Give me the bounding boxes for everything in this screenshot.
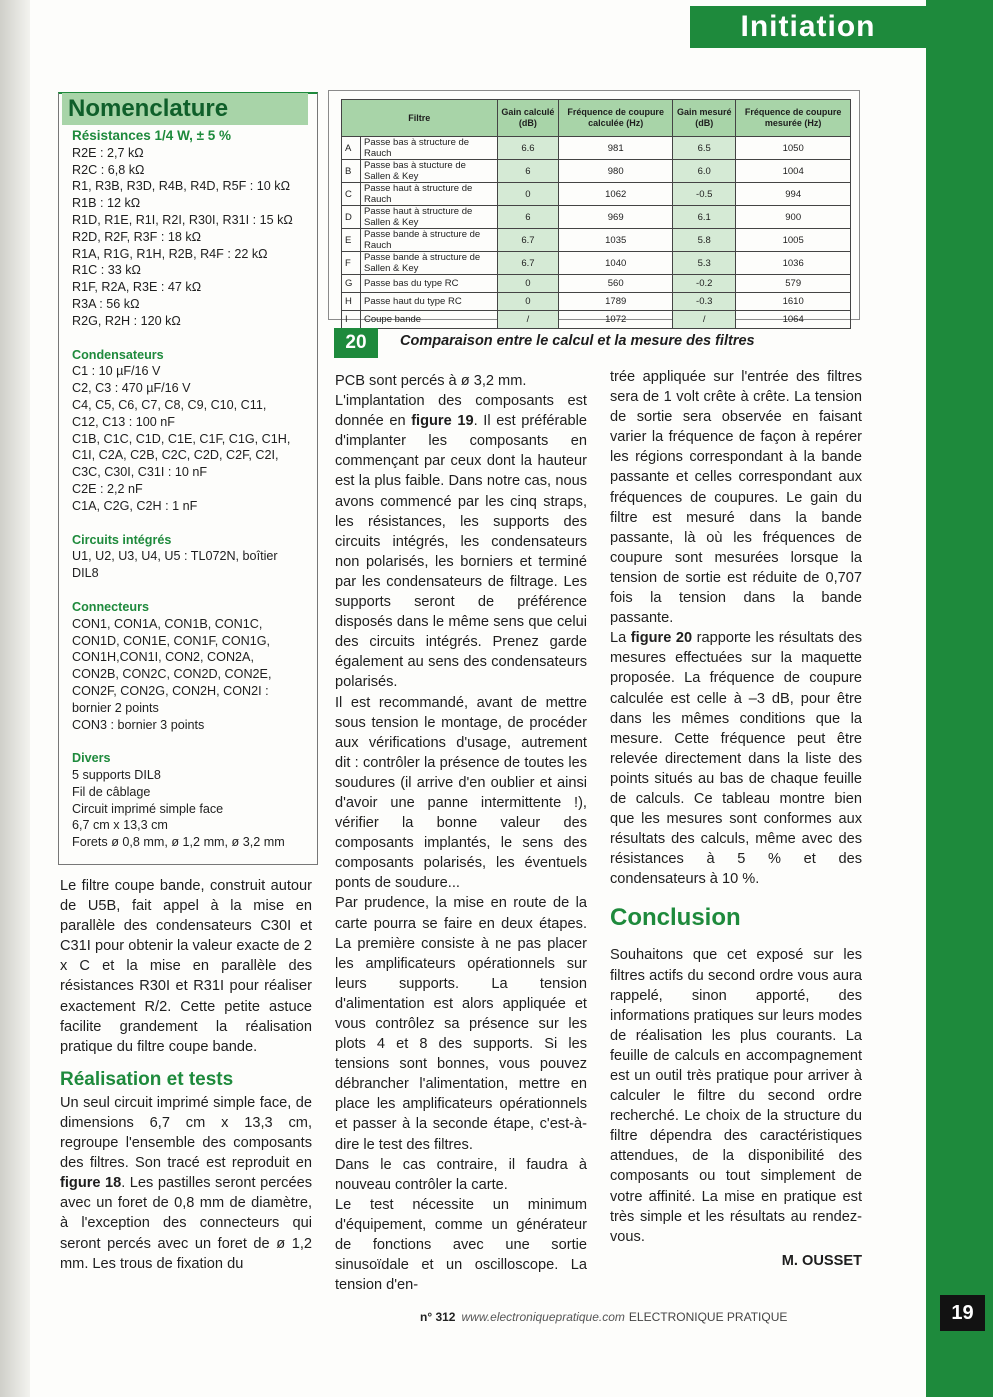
nomenclature-line: C1A, C2G, C2H : 1 nF — [72, 498, 198, 513]
paragraph: Souhaitons que cet exposé sur les filtres actifs du second ordre vous aura rappelé, sinon apporté, des informations pratiques sur leurs modes de réalisation les plus courants. La feuille de calculs en accompagnement est un outil très pratique pour arriver à calculer le filtre du second ordre recherché. Le choix de la structure du filtre dépendra des caractéristiques attendues, de la disponibilité des composants ou tout simplement de votre affinité. La mise en pratique est très simple et les résultats au rendez-vous. — [610, 947, 862, 1245]
paragraph — [610, 628, 862, 889]
nomenclature-line: R1B : 12 kΩ — [72, 196, 141, 211]
nomenclature-line: R2G, R2H : 120 kΩ — [72, 313, 181, 328]
table-cell: 969 — [559, 206, 673, 229]
nomenclature-line: R2D, R2F, R3F : 18 kΩ — [72, 229, 202, 244]
text-span: L'implantation des composants est donnée en — [335, 393, 587, 430]
table-cell: -0.2 — [673, 275, 736, 293]
nomenclature-line: C12, C13 : 100 nF — [72, 414, 175, 429]
nomenclature-section-heading: Connecteurs — [72, 599, 149, 614]
nomenclature-line: CON2F, CON2G, CON2H, CON2I : — [72, 683, 269, 698]
table-cell: 1610 — [736, 293, 851, 311]
paragraph — [335, 391, 587, 692]
nomenclature-line: C4, C5, C6, C7, C8, C9, C10, C11, — [72, 397, 267, 412]
nomenclature-title: Nomenclature — [62, 93, 308, 125]
nomenclature-section-heading: Circuits intégrés — [72, 532, 172, 547]
filter-name: Passe bas à stucture de Sallen & Key — [361, 160, 498, 183]
table-row — [342, 160, 851, 183]
table-cell: 1072 — [559, 311, 673, 329]
nomenclature-line: R1, R3B, R3D, R4B, R4D, R5F : 10 kΩ — [72, 179, 290, 194]
nomenclature-line: C1 : 10 µF/16 V — [72, 364, 161, 379]
page-gutter-shade — [0, 0, 30, 1397]
table-cell: 994 — [736, 183, 851, 206]
nomenclature-line: 5 supports DIL8 — [72, 768, 161, 783]
table-row — [342, 252, 851, 275]
table-cell: 6.7 — [497, 252, 559, 275]
table-cell: 1005 — [736, 229, 851, 252]
table-cell: 1035 — [559, 229, 673, 252]
table-cell: / — [673, 311, 736, 329]
nomenclature-line: R2E : 2,7 kΩ — [72, 145, 144, 160]
nomenclature-line: CON1, CON1A, CON1B, CON1C, — [72, 616, 263, 631]
table-cell: 6.6 — [497, 137, 559, 160]
table-cell: 6.7 — [497, 229, 559, 252]
filter-name: Passe haut à structure de Rauch — [361, 183, 498, 206]
table-cell: 1004 — [736, 160, 851, 183]
table-cell: 981 — [559, 137, 673, 160]
paragraph: Dans le cas contraire, il faudra à nouveau contrôler la carte. — [335, 1156, 587, 1193]
table-cell: 6.1 — [673, 206, 736, 229]
table-header-row — [342, 100, 851, 137]
column-left — [60, 876, 312, 1274]
filter-name: Passe bande à structure de Sallen & Key — [361, 252, 498, 275]
text-span: . Les pastilles seront percées avec un foret de 0,8 mm de diamètre, à l'exception des connecteurs qui seront percés avec un foret de ø 1,2 mm. Les trous de fixation du — [60, 1175, 312, 1272]
author-name: M. OUSSET — [781, 1252, 862, 1269]
nomenclature-line: C1I, C2A, C2B, C2C, C2D, C2F, C2I, — [72, 448, 279, 463]
nomenclature-section-heading: Résistances 1/4 W, ± 5 % — [72, 128, 231, 143]
paragraph: Le test nécessite un minimum d'équipement, comme un générateur de fonctions avec une sortie sinusoïdale et un oscilloscope. La tension d'en- — [335, 1196, 587, 1294]
paragraph — [60, 1093, 312, 1274]
header-gain-calc: Gain calculé (dB) — [497, 100, 559, 137]
figure-reference: figure 19 — [411, 413, 474, 430]
nomenclature-line: CON1D, CON1E, CON1F, CON1G, — [72, 633, 271, 648]
figure-reference: figure 18 — [60, 1175, 122, 1192]
table-cell: 6 — [497, 160, 559, 183]
magazine-name: ELECTRONIQUE PRATIQUE — [628, 1310, 788, 1324]
table-cell: -0.3 — [673, 293, 736, 311]
page-footer — [420, 1310, 880, 1324]
nomenclature-section-heading: Condensateurs — [72, 347, 164, 362]
nomenclature-line: C3C, C30I, C31I : 10 nF — [72, 465, 208, 480]
text-span: . Il est préférable d'implanter les composants en commençant par ceux dont la hauteur est la plus faible. Dans notre cas, nous avons commencé par les cinq straps, les résistances, les supports des circuits intégrés, les condensateurs non polarisés, les borniers et terminé par les condensateurs de filtrage. Les supports seront de préférence disposés dans le même sens que celui des circuits intégrés. Prenez garde également au sens des condensateurs polarisés. — [335, 413, 588, 691]
table-cell: 0 — [497, 275, 559, 293]
table-cell: 560 — [559, 275, 673, 293]
table-row — [342, 229, 851, 252]
table-cell: 1789 — [559, 293, 673, 311]
table-cell: 1036 — [736, 252, 851, 275]
row-letter: I — [342, 311, 361, 329]
nomenclature-line: CON3 : bornier 3 points — [72, 717, 205, 732]
nomenclature-line: bornier 2 points — [72, 700, 159, 715]
magazine-url: www.electroniquepratique.com — [461, 1310, 625, 1324]
paragraph: PCB sont percés à ø 3,2 mm. — [335, 373, 527, 389]
row-letter: C — [342, 183, 361, 206]
nomenclature-list — [72, 128, 312, 851]
filter-name: Passe bande à structure de Rauch — [361, 229, 498, 252]
nomenclature-line: CON2B, CON2C, CON2D, CON2E, — [72, 667, 272, 682]
table-row — [342, 275, 851, 293]
section-heading-conclusion: Conclusion — [610, 904, 741, 932]
filter-name: Passe bas du type RC — [361, 275, 498, 293]
nomenclature-line: R2C : 6,8 kΩ — [72, 162, 145, 177]
table-cell: 6.0 — [673, 160, 736, 183]
nomenclature-line: R3A : 56 kΩ — [72, 296, 140, 311]
header-gain-meas: Gain mesuré (dB) — [673, 100, 736, 137]
nomenclature-section-heading: Divers — [72, 751, 111, 766]
nomenclature-line: R1A, R1G, R1H, R2B, R4F : 22 kΩ — [72, 246, 268, 261]
paragraph: trée appliquée sur l'entrée des filtres sera de 1 volt crête à crête. La tension de sortie sera observée en faisant varier la fréquence de façon à repérer les régions correspondant à la bande passante et celles correspondant aux fréquences de coupures. Le gain du filtre est mesuré dans la bande passante, là où les fréquences de coupure sont mesurées lorsque la tension de sortie est réduite de 0,707 fois la tension dans la bande passante. — [610, 369, 862, 627]
table-row — [342, 293, 851, 311]
table-cell: 0 — [497, 293, 559, 311]
issue-number: n° 312 — [420, 1310, 456, 1324]
table-cell: 579 — [736, 275, 851, 293]
nomenclature-line: R1F, R2A, R3E : 47 kΩ — [72, 280, 202, 295]
nomenclature-line: U1, U2, U3, U4, U5 : TL072N, boîtier — [72, 549, 278, 564]
table-row — [342, 311, 851, 329]
table-cell: / — [497, 311, 559, 329]
table-row — [342, 206, 851, 229]
table-cell: 1064 — [736, 311, 851, 329]
row-letter: H — [342, 293, 361, 311]
nomenclature-line: C1B, C1C, C1D, C1E, C1F, C1G, C1H, — [72, 431, 291, 446]
filter-comparison-table — [341, 99, 851, 329]
figure-reference: figure 20 — [630, 630, 693, 647]
table-cell: 1050 — [736, 137, 851, 160]
table-cell: 900 — [736, 206, 851, 229]
figure-number: 20 — [334, 328, 378, 358]
nomenclature-line: C2, C3 : 470 µF/16 V — [72, 381, 191, 396]
nomenclature-line: R1C : 33 kΩ — [72, 263, 141, 278]
paragraph: Le filtre coupe bande, construit autour de U5B, fait appel à la mise en parallèle des condensateurs C30I et C31I pour obtenir la valeur exacte de 2 x C et la mise en parallèle des résistances R30I et R31I pour réaliser exactement R/2. Cette petite astuce facilite grandement la réalisation pratique du filtre coupe bande. — [60, 878, 312, 1055]
filter-name: Passe haut à structure de Sallen & Key — [361, 206, 498, 229]
column-right — [610, 367, 862, 1271]
filter-name: Passe bas à structure de Rauch — [361, 137, 498, 160]
table-row — [342, 137, 851, 160]
row-letter: F — [342, 252, 361, 275]
header-freq-calc: Fréquence de coupure calculée (Hz) — [559, 100, 673, 137]
nomenclature-line: DIL8 — [72, 566, 99, 581]
header-freq-meas: Fréquence de coupure mesurée (Hz) — [736, 100, 851, 137]
text-span: Un seul circuit imprimé simple face, de dimensions 6,7 cm x 13,3 cm, regroupe l'ensemble des composants des filtres. Son tracé est reproduit en — [60, 1094, 312, 1172]
table-cell: 0 — [497, 183, 559, 206]
table-cell: 6.5 — [673, 137, 736, 160]
nomenclature-line: Fil de câblage — [72, 784, 151, 799]
table-row — [342, 183, 851, 206]
table-cell: 6 — [497, 206, 559, 229]
nomenclature-line: C2E : 2,2 nF — [72, 481, 143, 496]
filter-name: Coupe bande — [361, 311, 498, 329]
nomenclature-line: CON1H,CON1I, CON2, CON2A, — [72, 650, 254, 665]
table-cell: 1040 — [559, 252, 673, 275]
row-letter: A — [342, 137, 361, 160]
header-filter: Filtre — [342, 100, 498, 137]
table-cell: 5.8 — [673, 229, 736, 252]
figure-20-box — [328, 90, 860, 325]
table-cell: 1062 — [559, 183, 673, 206]
nomenclature-line: Forets ø 0,8 mm, ø 1,2 mm, ø 3,2 mm — [72, 835, 285, 850]
row-letter: G — [342, 275, 361, 293]
filter-name: Passe haut du type RC — [361, 293, 498, 311]
row-letter: E — [342, 229, 361, 252]
table-cell: 5.3 — [673, 252, 736, 275]
section-heading-realisation: Réalisation et tests — [60, 1068, 234, 1090]
column-middle — [335, 371, 587, 1295]
table-cell: -0.5 — [673, 183, 736, 206]
nomenclature-line: R1D, R1E, R1I, R2I, R30I, R31I : 15 kΩ — [72, 212, 293, 227]
row-letter: D — [342, 206, 361, 229]
section-header: Initiation — [690, 6, 926, 48]
row-letter: B — [342, 160, 361, 183]
text-span: La — [610, 630, 631, 647]
figure-caption: Comparaison entre le calcul et la mesure des filtres — [400, 333, 755, 349]
nomenclature-line: Circuit imprimé simple face — [72, 801, 224, 816]
nomenclature-line: 6,7 cm x 13,3 cm — [72, 818, 168, 833]
text-span: rapporte les résultats des mesures effectuées sur la maquette proposée. La fréquence de coupure calculée est celle à –3 dB, pour être dans les mêmes conditions que la mesure. Cette fréquence peut être relevée directement dans la liste des points situés au bas de chaque feuille de calculs. Ce tableau montre bien que les mesures sont conformes aux résultats des calculs, même avec des résistances à 5 % et des condensateurs à 10 %. — [610, 630, 862, 888]
paragraph: Il est recommandé, avant de mettre sous tension le montage, de procéder aux vérifications d'usage, autrement dit : contrôler la présence de toutes les soudures (il arrive d'en oublier et ainsi d'avoir une panne intermittente !), vérifier la bonne valeur des composants implantés, le sens des composants polarisés, les éventuels ponts de soudure... — [335, 694, 587, 892]
paragraph: Par prudence, la mise en route de la carte pourra se faire en deux étapes. La première consiste à ne pas placer les amplificateurs opérationnels sur leurs supports. La tension d'alimentation est alors appliquée et vous contrôlez sa présence sur les plots 4 et 8 des supports. Si les tensions sont bonnes, vous pouvez débrancher l'alimentation, mettre en place les amplificateurs opérationnels et passer à la seconde étape, c'est-à-dire le test des filtres. — [335, 895, 587, 1153]
table-cell: 980 — [559, 160, 673, 183]
green-side-band — [926, 0, 993, 1397]
page-number: 19 — [940, 1295, 985, 1331]
